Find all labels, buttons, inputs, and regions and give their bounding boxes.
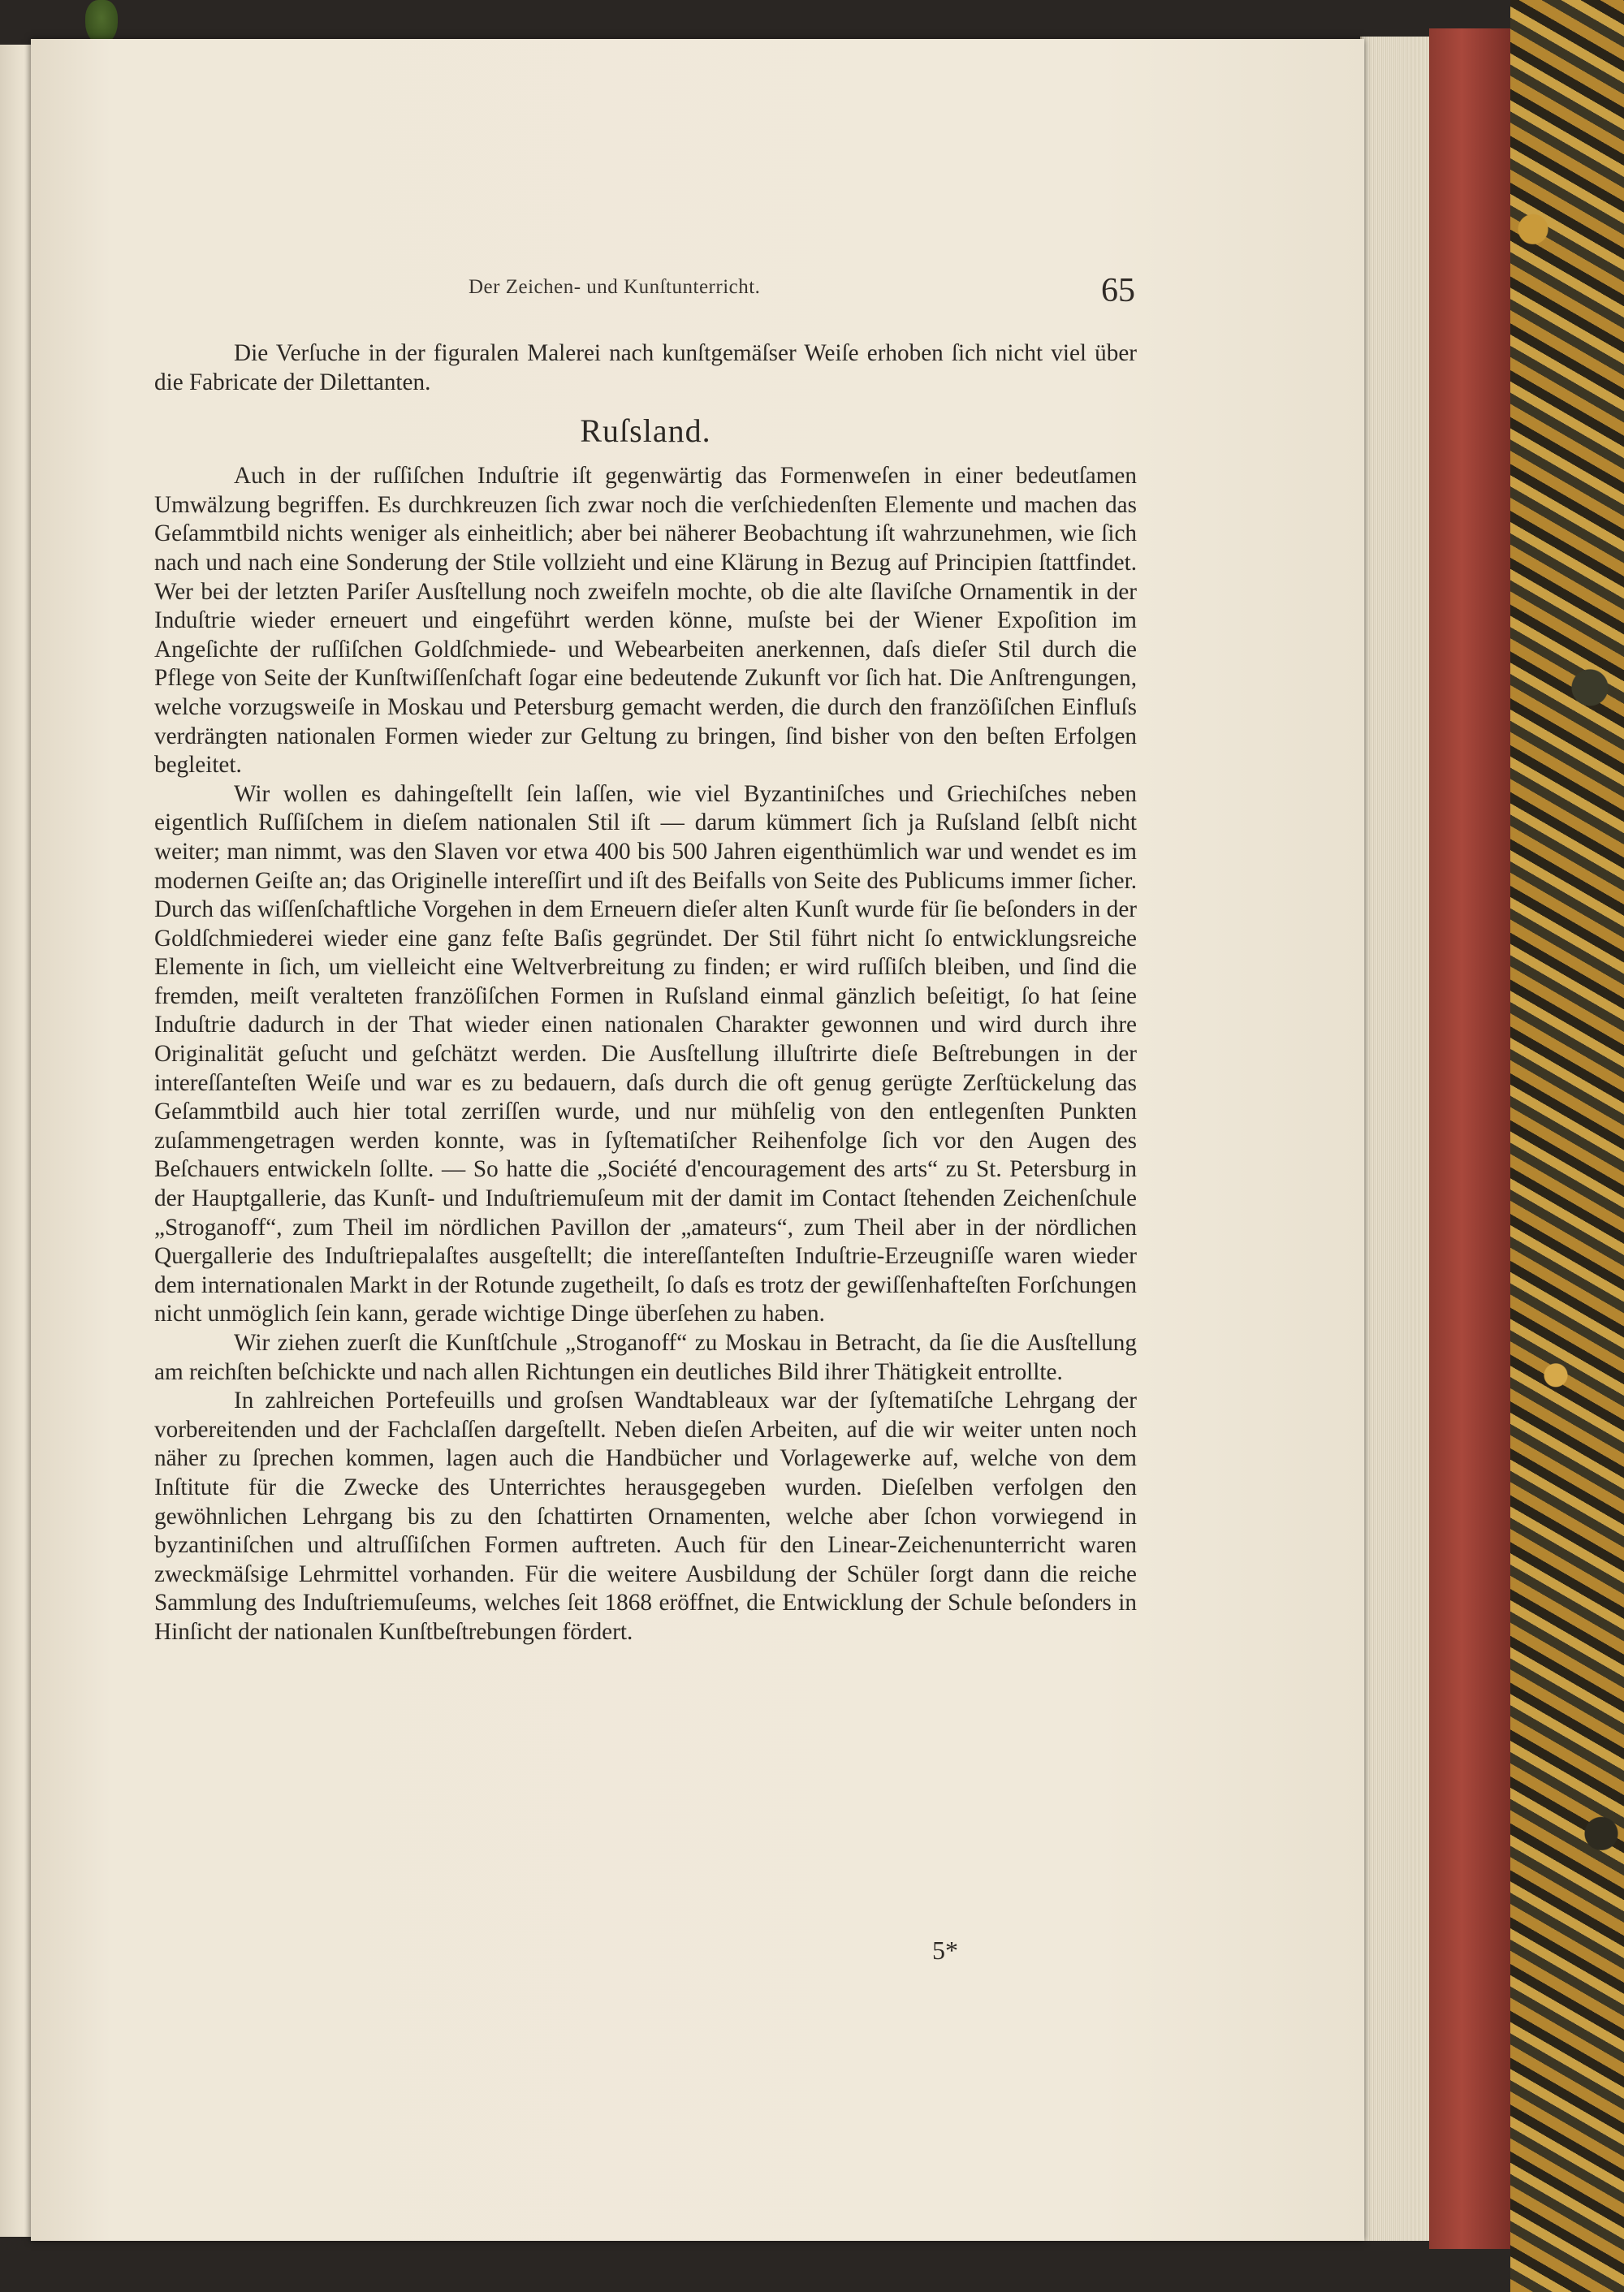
page-body [154, 339, 1137, 1647]
page-number: 65 [1101, 272, 1135, 309]
book-cover-spine [1429, 28, 1510, 2249]
section-heading: Ruſsland. [580, 412, 711, 450]
marbled-endpaper [1510, 0, 1624, 2292]
bookmark-ribbon [85, 0, 118, 45]
body-paragraph: Wir ziehen zuerſt die Kunſtſchule „Stroganoff“ zu Moskau in Betracht, da ſie die Ausſtellung am reichſten beſchickte und nach allen Richtungen ein deutliches Bild ihrer Thätigkeit entrollte. [154, 1330, 1137, 1385]
intro-paragraph: Die Verſuche in der figuralen Malerei nach kunſtgemäſser Weiſe erhoben ſich nicht viel über die Fabricate der Dilettanten. [154, 340, 1137, 395]
body-paragraph: Auch in der ruſſiſchen Induſtrie iſt gegenwärtig das Formenweſen in einer bedeutſamen Umwälzung begriffen. Es durchkreuzen ſich zwar noch die verſchiedenſten Elemente und machen das Geſammtbild nichts weniger als einheitlich; aber bei näherer Beobachtung iſt wahrzunehmen, wie ſich nach und nach eine Sonderung der Stile vollzieht und eine Klärung in Bezug auf Principien ſtattfindet. Wer bei der letzten Pariſer Ausſtellung noch zweifeln mochte, ob die alte ſlaviſche Ornamentik in der Induſtrie wieder erneuert und eingeführt werden könne, muſste bei der Wiener Expoſition im Angeſichte der ruſſiſchen Goldſchmiede- und Webearbeiten anerkennen, daſs dieſer Stil durch die Pflege von Seite der Kunſtwiſſenſchaft ſogar eine bedeutende Zukunft vor ſich hat. Die Anſtrengungen, welche vorzugsweiſe in Moskau und Petersburg gemacht werden, die durch den franzöſiſchen Einfluſs verdrängten nationalen Formen wieder zur Geltung zu bringen, ſind bisher von den beſten Erfolgen begleitet. [154, 463, 1137, 779]
printer-signature-mark: 5* [932, 1936, 958, 1965]
body-paragraph: Wir wollen es dahingeſtellt ſein laſſen, wie viel Byzantiniſches und Griechiſches neben eigentlich Ruſſiſchem in dieſem nationalen Stil iſt — darum kümmert ſich ja Ruſsland ſelbſt nicht weiter; man nimmt, was den Slaven vor etwa 400 bis 500 Jahren eigenthümlich war und wendet es im modernen Geiſte an; das Originelle intereſſirt und iſt des Beifalls von Seite des Publicums immer ſicher. Durch das wiſſenſchaftliche Vorgehen in dem Erneuern dieſer alten Kunſt wurde für ſie beſonders in der Goldſchmiederei wieder eine ganz feſte Baſis gegründet. Der Stil führt nicht ſo entwicklungsreiche Elemente in ſich, um vielleicht eine Weltverbreitung zu finden; er wird ruſſiſch bleiben, und ſind die fremden, meiſt veralteten franzöſiſchen Formen in Ruſsland einmal gänzlich beſeitigt, ſo hat ſeine Induſtrie dadurch in der That wieder einen nationalen Charakter gewonnen und wird durch ihre Originalität geſucht und geſchätzt werden. Die Ausſtellung illuſtrirte dieſe Beſtrebungen in der intereſſanteſten Weiſe und war es zu bedauern, daſs durch die oft genug gerügte Zerſtückelung das Geſammtbild auch hier total zerriſſen wurde, und nur mühſelig von den entlegenſten Punkten zuſammengetragen werden konnte, was in ſyſtematiſcher Reihenfolge ſich vor den Augen des Beſchauers entwickeln ſollte. — So hatte die „Société d'encouragement des arts“ zu St. Petersburg in der Hauptgallerie, das Kunſt- und Induſtriemuſeum mit der damit im Contact ſtehenden Zeichenſchule „Stroganoff“, zum Theil im nördlichen Pavillon der „amateurs“, zum Theil aber in der nördlichen Quergallerie des Induſtriepalaſtes ausgeſtellt; die intereſſanteſten Induſtrie-Erzeugniſſe waren wieder dem internationalen Markt in der Rotunde zugetheilt, ſo daſs es trotz der gewiſſenhafteſten Forſchungen nicht unmöglich ſein kann, gerade wichtige Dinge überſehen zu haben. [154, 780, 1137, 1327]
running-head: Der Zeichen- und Kunſtunterricht. [469, 276, 761, 298]
page-block-edges [1360, 37, 1431, 2241]
body-paragraph: In zahlreichen Portefeuills und groſsen Wandtableaux war der ſyſtematiſche Lehrgang der vorbereitenden und der Fachclaſſen dargeſtellt. Neben dieſen Arbeiten, auf die wir weiter unten noch näher zu ſprechen kommen, lagen auch die Handbücher und Vorlagewerke auf, welche von dem Inſtitute für die Zwecke des Unterrichtes herausgegeben wurden. Dieſelben verfolgen den gewöhnlichen Lehrgang bis zu den ſchattirten Ornamenten, welche aber ſchon vorwiegend in byzantiniſchen und altruſſiſchen Formen auftreten. Auch für den Linear-Zeichenunterricht waren zweckmäſsige Lehrmittel vorhanden. Für die weitere Ausbildung der Schüler ſorgt dann die reiche Sammlung des Induſtriemuſeums, welches ſeit 1868 eröffnet, die Entwicklung der Schule beſonders in Hinſicht der nationalen Kunſtbeſtrebungen fördert. [154, 1388, 1137, 1645]
